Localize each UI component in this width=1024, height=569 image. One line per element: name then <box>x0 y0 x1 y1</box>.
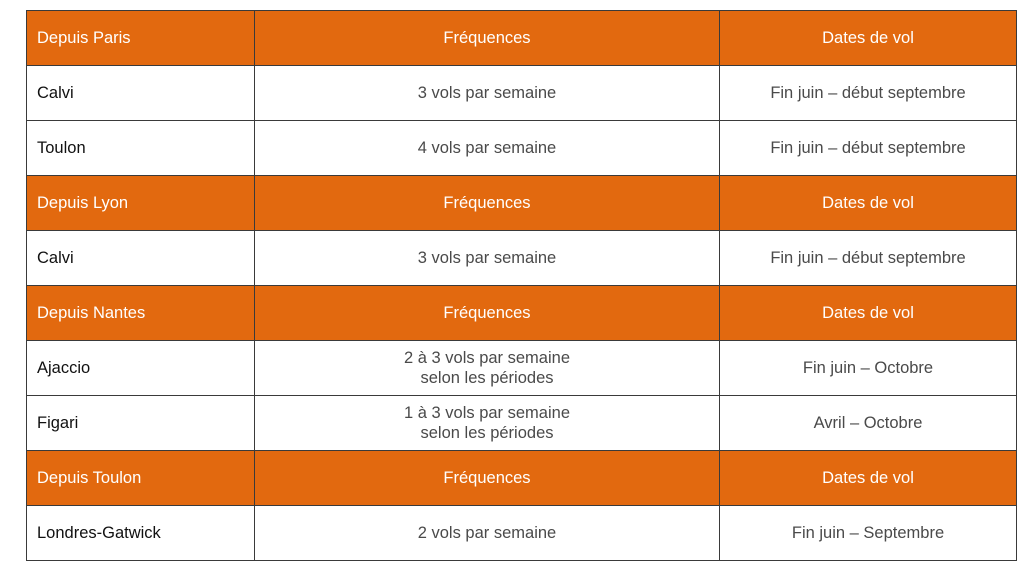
frequency-column-header: Fréquences <box>255 176 720 231</box>
dates-column-header: Dates de vol <box>720 451 1017 506</box>
section-header-nantes <box>27 286 1017 341</box>
dates-cell: Fin juin – Septembre <box>720 506 1017 561</box>
origin-label: Depuis Nantes <box>27 286 255 341</box>
frequency-column-header: Fréquences <box>255 286 720 341</box>
dates-cell: Fin juin – début septembre <box>720 66 1017 121</box>
section-header-toulon <box>27 451 1017 506</box>
dates-cell: Fin juin – Octobre <box>720 341 1017 396</box>
origin-label: Depuis Toulon <box>27 451 255 506</box>
frequency-cell: 3 vols par semaine <box>255 231 720 286</box>
frequency-cell: 4 vols par semaine <box>255 121 720 176</box>
table-row <box>27 66 1017 121</box>
frequency-cell: 1 à 3 vols par semaine selon les périodes <box>255 396 720 451</box>
dates-cell: Avril – Octobre <box>720 396 1017 451</box>
table-row <box>27 231 1017 286</box>
section-header-lyon <box>27 176 1017 231</box>
section-header-paris <box>27 11 1017 66</box>
destination-cell: Londres-Gatwick <box>27 506 255 561</box>
destination-cell: Ajaccio <box>27 341 255 396</box>
destination-cell: Calvi <box>27 66 255 121</box>
flight-schedule-table <box>26 10 1017 561</box>
dates-column-header: Dates de vol <box>720 176 1017 231</box>
destination-cell: Calvi <box>27 231 255 286</box>
origin-label: Depuis Paris <box>27 11 255 66</box>
destination-cell: Toulon <box>27 121 255 176</box>
table-row <box>27 341 1017 396</box>
table-row <box>27 396 1017 451</box>
origin-label: Depuis Lyon <box>27 176 255 231</box>
table-row <box>27 506 1017 561</box>
frequency-cell: 2 vols par semaine <box>255 506 720 561</box>
destination-cell: Figari <box>27 396 255 451</box>
table-row <box>27 121 1017 176</box>
frequency-cell: 3 vols par semaine <box>255 66 720 121</box>
dates-column-header: Dates de vol <box>720 286 1017 341</box>
dates-column-header: Dates de vol <box>720 11 1017 66</box>
frequency-column-header: Fréquences <box>255 11 720 66</box>
frequency-cell: 2 à 3 vols par semaine selon les périodes <box>255 341 720 396</box>
frequency-column-header: Fréquences <box>255 451 720 506</box>
dates-cell: Fin juin – début septembre <box>720 231 1017 286</box>
dates-cell: Fin juin – début septembre <box>720 121 1017 176</box>
